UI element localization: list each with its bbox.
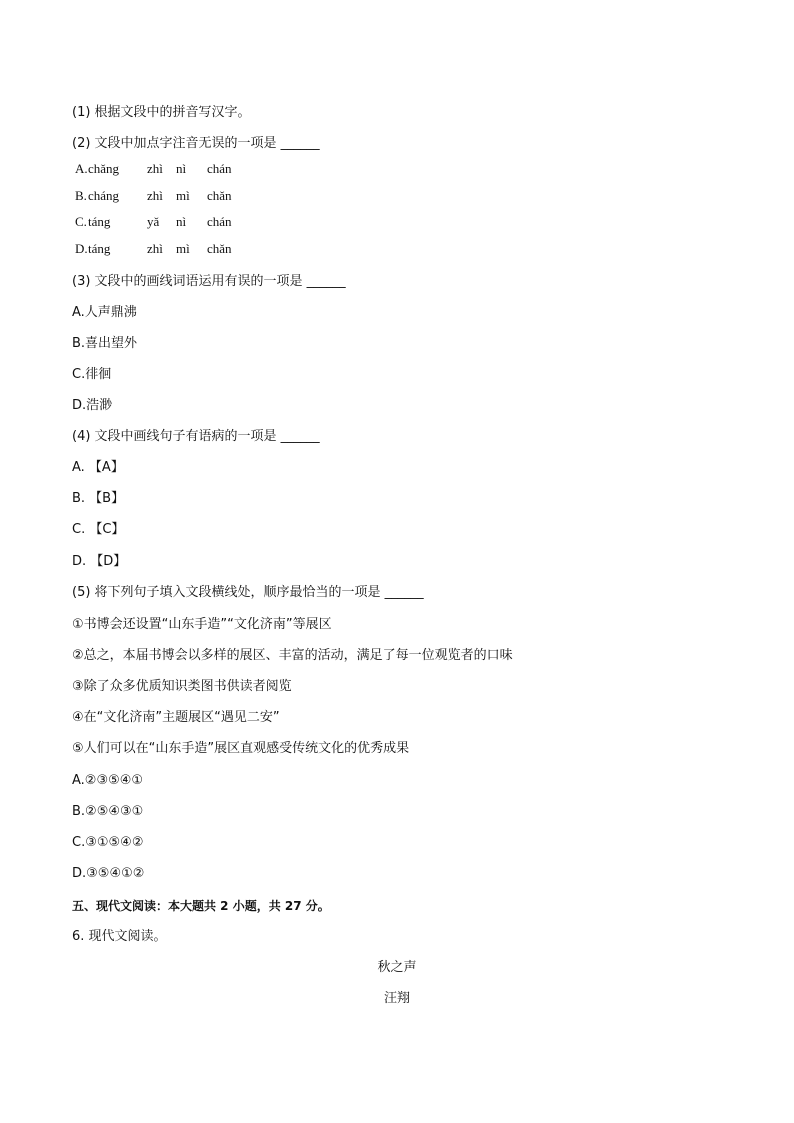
question-6: 6. 现代文阅读。 xyxy=(72,929,167,944)
q4-option-c: C. 【C】 xyxy=(72,522,125,537)
q3-option-d: D.浩渺 xyxy=(72,398,113,413)
pinyin-3: nì xyxy=(176,161,187,176)
question-2: (2) 文段中加点字注音无误的一项是 ______ xyxy=(72,136,320,151)
q5-sentence-5: ⑤人们可以在“山东手造”展区直观感受传统文化的优秀成果 xyxy=(72,741,410,756)
q5-sentence-4: ④在“文化济南”主题展区“遇见二安” xyxy=(72,710,280,725)
pinyin-2: zhì xyxy=(147,241,163,256)
pinyin-1: táng xyxy=(88,241,111,256)
article-author: 汪翔 xyxy=(383,991,410,1006)
q5-sentence-2: ②总之，本届书博会以多样的展区、丰富的活动，满足了每一位观览者的口味 xyxy=(72,648,513,663)
question-5: (5) 将下列句子填入文段横线处，顺序最恰当的一项是 ______ xyxy=(72,585,424,600)
q5-sentence-1: ①书博会还设置“山东手造”“文化济南”等展区 xyxy=(72,617,332,632)
pinyin-1: chǎng xyxy=(88,161,120,176)
section-5-heading: 五、现代文阅读：本大题共 2 小题，共 27 分。 xyxy=(72,899,330,913)
pinyin-4: chán xyxy=(207,214,232,229)
pinyin-3: nì xyxy=(176,214,187,229)
pinyin-4: chǎn xyxy=(207,241,232,256)
pinyin-3: mì xyxy=(176,188,190,203)
pinyin-2: zhì xyxy=(147,161,163,176)
question-3: (3) 文段中的画线词语运用有误的一项是 ______ xyxy=(72,274,346,289)
q5-option-b: B.②⑤④③① xyxy=(72,804,144,819)
option-label: A. xyxy=(75,161,88,176)
pinyin-4: chǎn xyxy=(207,188,232,203)
q3-option-a: A.人声鼎沸 xyxy=(72,305,137,320)
pinyin-1: cháng xyxy=(88,188,120,203)
question-4: (4) 文段中画线句子有语病的一项是 ______ xyxy=(72,429,320,444)
q5-option-d: D.③⑤④①② xyxy=(72,866,145,881)
q4-option-d: D. 【D】 xyxy=(72,554,127,569)
pinyin-1: táng xyxy=(88,214,111,229)
pinyin-2: yǎ xyxy=(147,214,160,229)
pinyin-2: zhì xyxy=(147,188,163,203)
option-label: D. xyxy=(75,241,88,256)
option-label: C. xyxy=(75,214,87,229)
q5-sentence-3: ③除了众多优质知识类图书供读者阅览 xyxy=(72,679,292,694)
question-1: (1) 根据文段中的拼音写汉字。 xyxy=(72,105,251,120)
q4-option-a: A. 【A】 xyxy=(72,460,124,475)
q5-option-c: C.③①⑤④② xyxy=(72,835,144,850)
article-title: 秋之声 xyxy=(377,960,417,975)
q4-option-b: B. 【B】 xyxy=(72,491,125,506)
q5-option-a: A.②③⑤④① xyxy=(72,773,144,788)
q3-option-b: B.喜出望外 xyxy=(72,336,138,351)
pinyin-4: chán xyxy=(207,161,232,176)
q3-option-c: C.徘徊 xyxy=(72,367,112,382)
option-label: B. xyxy=(75,188,87,203)
pinyin-3: mì xyxy=(176,241,190,256)
